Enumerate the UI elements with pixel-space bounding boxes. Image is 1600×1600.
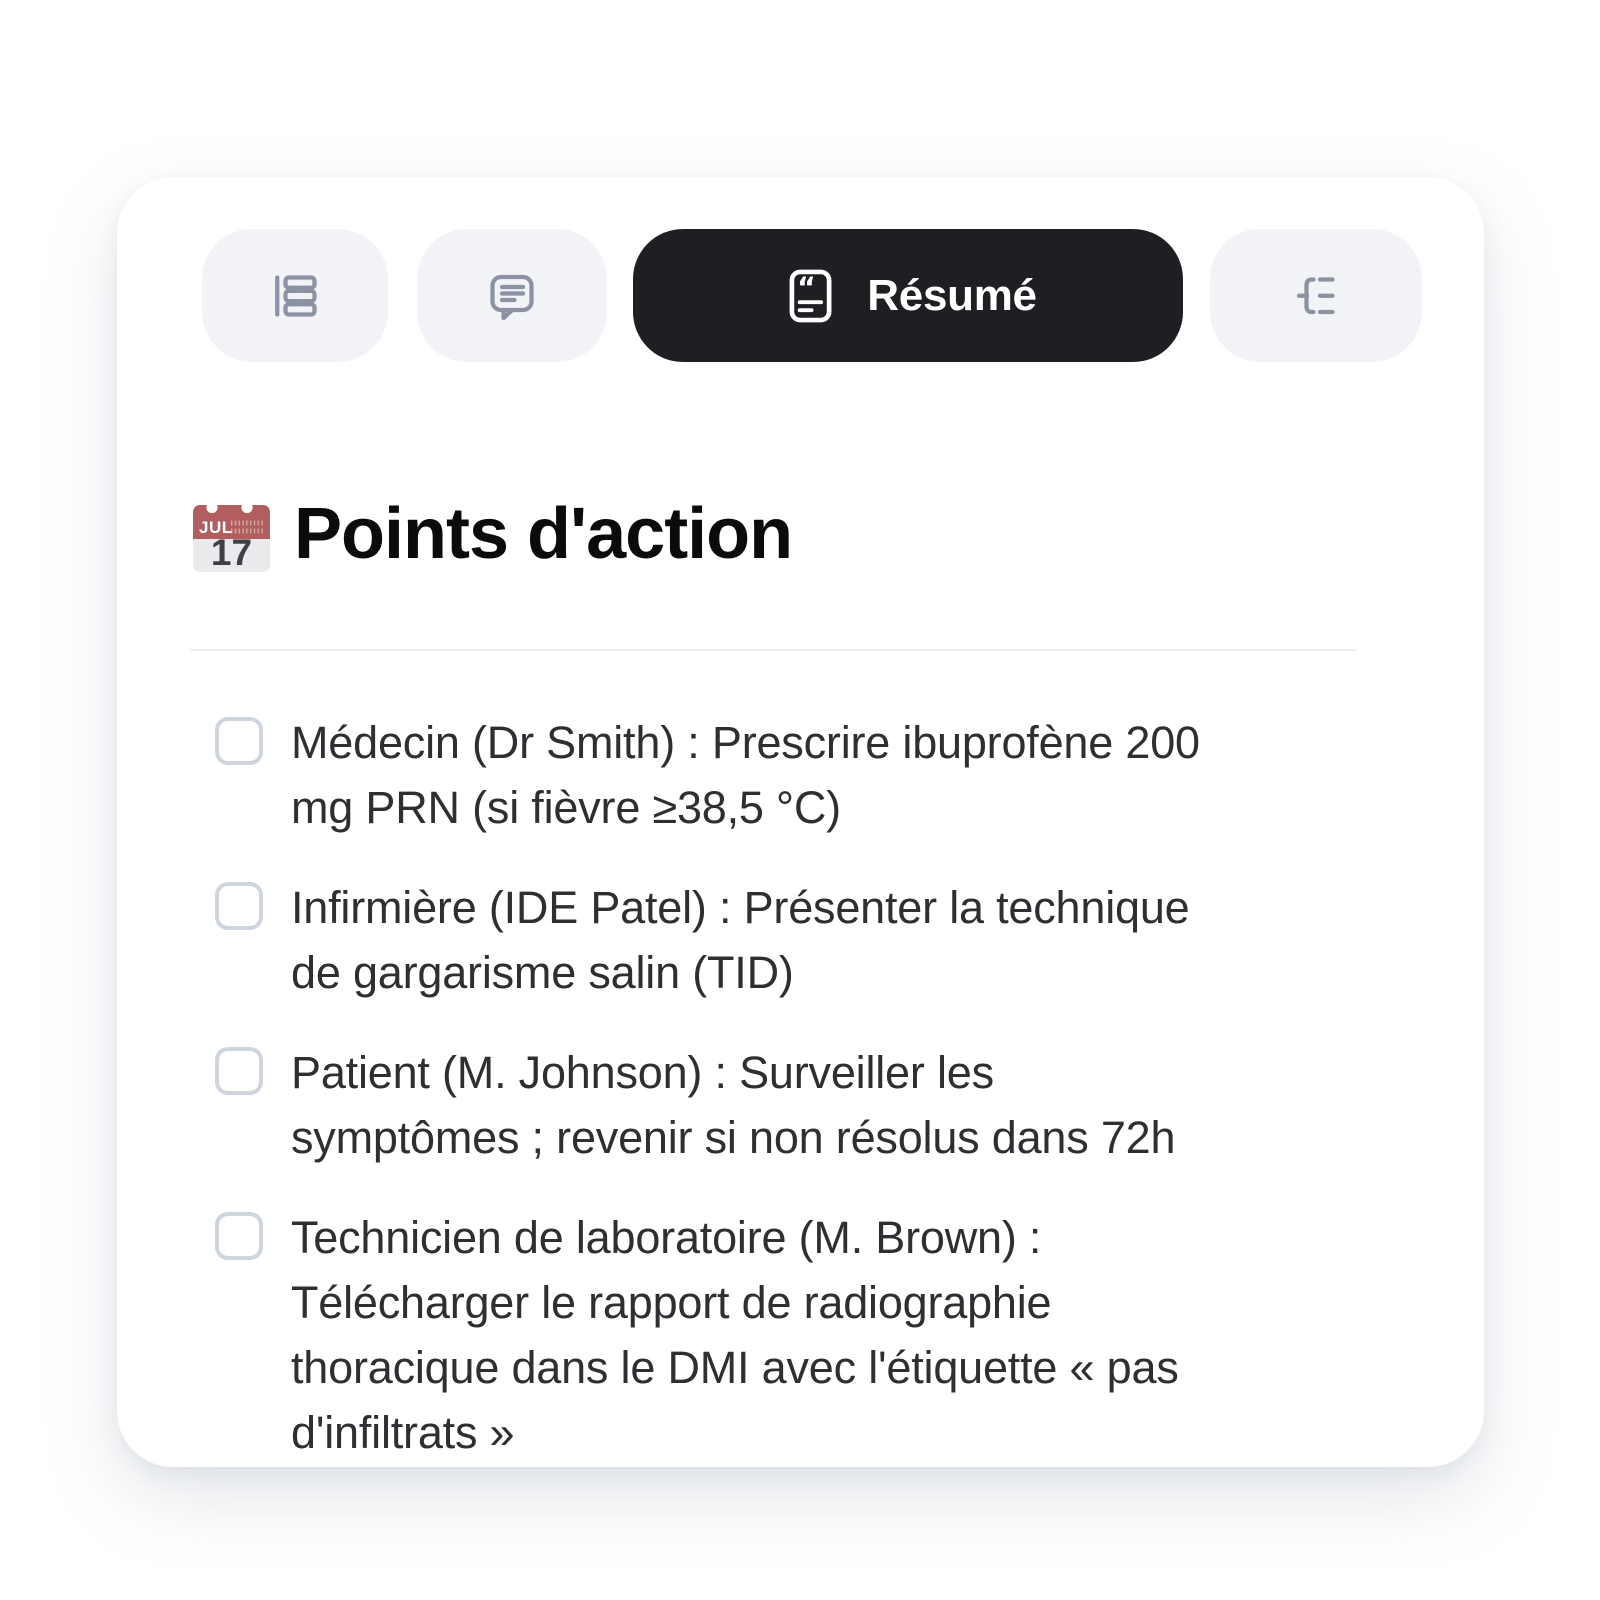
action-item-row — [215, 1205, 1484, 1465]
action-item-text: Infirmière (IDE Patel) : Présenter la technique de gargarisme salin (TID) — [291, 882, 1190, 999]
calendar-emoji-icon — [190, 495, 274, 575]
outline-view-button[interactable] — [1210, 229, 1422, 362]
summary-tab-button[interactable] — [633, 229, 1183, 362]
view-toolbar — [202, 228, 1484, 363]
list-lines-icon — [265, 266, 325, 326]
action-item-checkbox[interactable] — [215, 717, 263, 765]
action-items-list — [215, 710, 1484, 1465]
comment-icon — [482, 266, 542, 326]
calendar-month-label: JUL — [199, 518, 233, 538]
action-item-checkbox[interactable] — [215, 1047, 263, 1095]
heading-divider — [190, 649, 1357, 651]
action-item-checkbox[interactable] — [215, 882, 263, 930]
action-item-checkbox[interactable] — [215, 1212, 263, 1260]
section-header — [190, 449, 1484, 621]
page-title: Points d'action — [294, 494, 793, 575]
comments-view-button[interactable] — [417, 229, 607, 362]
quote-card-icon — [779, 265, 841, 327]
action-item-row — [215, 875, 1484, 1005]
action-item-row — [215, 710, 1484, 840]
action-item-text: Patient (M. Johnson) : Surveiller les symptômes ; revenir si non résolus dans 72h — [291, 1047, 1176, 1164]
list-tree-icon — [1286, 266, 1346, 326]
transcript-view-button[interactable] — [202, 229, 388, 362]
summary-tab-label: Résumé — [867, 270, 1037, 320]
action-item-row — [215, 1040, 1484, 1170]
action-item-text: Technicien de laboratoire (M. Brown) : Télécharger le rapport de radiographie thoracique dans le DMI avec l'étiquette « pas d'infiltrats » — [291, 1212, 1179, 1459]
action-item-text: Médecin (Dr Smith) : Prescrire ibuprofène 200 mg PRN (si fièvre ≥38,5 °C) — [291, 717, 1200, 834]
calendar-day-label: 17 — [210, 532, 253, 574]
summary-card — [117, 177, 1484, 1467]
quote-glyph: “ — [797, 271, 814, 305]
